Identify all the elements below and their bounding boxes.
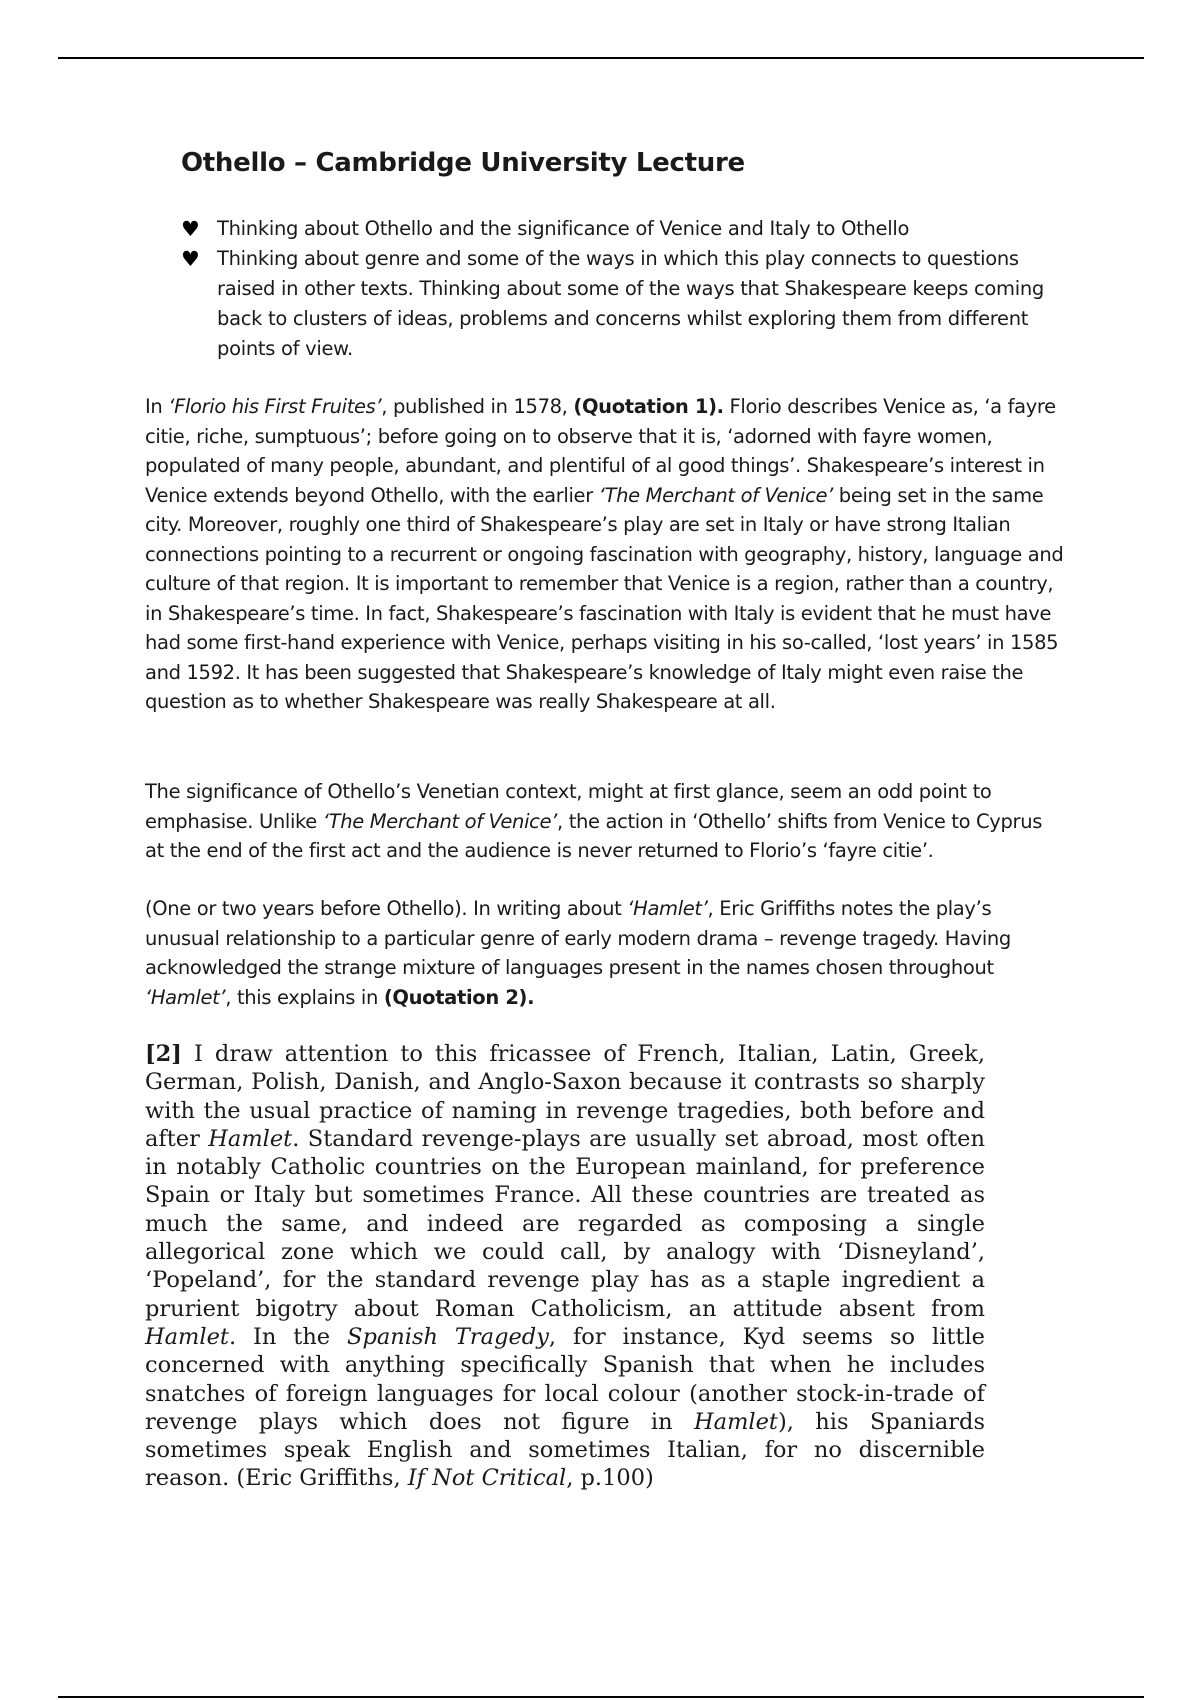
work-title: ‘Hamlet’ xyxy=(627,897,708,920)
text-run: Florio describes Venice as, ‘a fayre citie, riche, sumptuous’; before going on to observe that it is, ‘adorned with fayre women, populated of many people, abundant, and plentiful of al good things’. Shakespeare’s interest in Venice extends beyond Othello, with the earlier xyxy=(145,395,1056,507)
bullet-text: Thinking about Othello and the significance of Venice and Italy to Othello xyxy=(217,217,910,240)
bullet-text: Thinking about genre and some of the ways in which this play connects to questions raised in other texts. Thinking about some of the ways that Shakespeare keeps coming back to clusters of ideas, problems and concerns whilst exploring them from different points of view. xyxy=(217,247,1044,360)
paragraph-venetian-context xyxy=(145,777,1065,866)
work-title: Hamlet xyxy=(145,1323,229,1350)
work-title: Hamlet xyxy=(208,1125,293,1152)
work-title: ‘Florio his First Fruites’ xyxy=(168,395,382,418)
text-run: In xyxy=(145,395,169,418)
text-run: I draw attention to this fricassee of French, Italian, Latin, Greek, German, Polish, Danish, and Anglo-Saxon because it contrasts so sharply with the usual practice of naming in revenge tragedies, both before and after xyxy=(145,1041,985,1152)
text-run: , this explains in xyxy=(225,985,384,1009)
work-title: If Not Critical xyxy=(407,1465,567,1492)
text-run: (One or two years before Othello). In writing about xyxy=(145,897,628,920)
paragraph-florio xyxy=(145,392,1065,717)
text-run: being set in the same city. Moreover, roughly one third of Shakespeare’s play are set in Italy or have strong Italian connections pointing to a recurrent or ongoing fascination with geography, history, language and culture of that region. It is important to remember that Venice is a region, rather than a country, in Shakespeare’s time. In fact, Shakespeare’s fascination with Italy is evident that he must have had some first-hand experience with Venice, perhaps visiting in his so-called, ‘lost years’ in 1585 and 1592. It has been suggested that Shakespeare’s knowledge of Italy might even raise the question as to whether Shakespeare was really Shakespeare at all. xyxy=(145,483,1064,713)
text-run: , published in 1578, xyxy=(381,395,574,418)
quotation-reference: (Quotation 1). xyxy=(573,395,724,418)
quotation-number: [2] xyxy=(145,1041,182,1067)
work-title: Spanish Tragedy xyxy=(347,1323,549,1350)
work-title: ‘The Merchant of Venice’ xyxy=(598,483,833,507)
text-run: . Standard revenge-plays are usually set abroad, most often in notably Catholic countries on the European mainland, for preference Spain or Italy but sometimes France. All these countries are treated as much the same, and indeed are regarded as composing a single allegorical zone which we could call, by analogy with ‘Disneyland’, ‘Popeland’, for the standard revenge play has as a staple ingredient a prurient bigotry about Roman Catholicism, an attitude absent from xyxy=(145,1125,985,1322)
bullet-item xyxy=(181,244,1071,364)
text-run: , Eric Griffiths notes the play’s unusual relationship to a particular genre of early modern drama – revenge tragedy. Having acknowledged the strange mixture of languages present in the names chosen throughout xyxy=(145,897,1011,979)
text-run: , for instance, Kyd seems so little concerned with anything specifically Spanish that when he includes snatches of foreign languages for local colour (another stock-in-trade of revenge plays which does not figure in xyxy=(145,1323,985,1435)
header-rule xyxy=(58,57,1144,59)
text-run: . In the xyxy=(228,1323,348,1350)
text-run: , p.100) xyxy=(566,1465,654,1492)
text-run: , the action in ‘Othello’ shifts from Venice to Cyprus at the end of the first act and the audience is never returned to Florio’s ‘fayre citie’. xyxy=(145,809,1043,862)
footer-rule xyxy=(58,1696,1144,1698)
page-title: Othello – Cambridge University Lecture xyxy=(181,148,745,178)
work-title: ‘Hamlet’ xyxy=(145,985,226,1009)
paragraph-hamlet xyxy=(145,894,1065,1012)
text-run: ), his Spaniards sometimes speak English and sometimes Italian, for no discernible reason. (Eric Griffiths, xyxy=(145,1408,985,1492)
bullet-list xyxy=(181,214,1071,364)
work-title: ‘The Merchant of Venice’ xyxy=(322,809,557,833)
text-run: The significance of Othello’s Venetian context, might at first glance, seem an odd point to emphasise. Unlike xyxy=(145,780,992,833)
heart-icon: ♥ xyxy=(181,217,200,241)
heart-icon: ♥ xyxy=(181,247,200,271)
block-quotation xyxy=(145,1040,985,1493)
work-title: Hamlet xyxy=(694,1408,778,1435)
quotation-reference: (Quotation 2). xyxy=(383,985,535,1009)
bullet-item xyxy=(181,214,1071,244)
